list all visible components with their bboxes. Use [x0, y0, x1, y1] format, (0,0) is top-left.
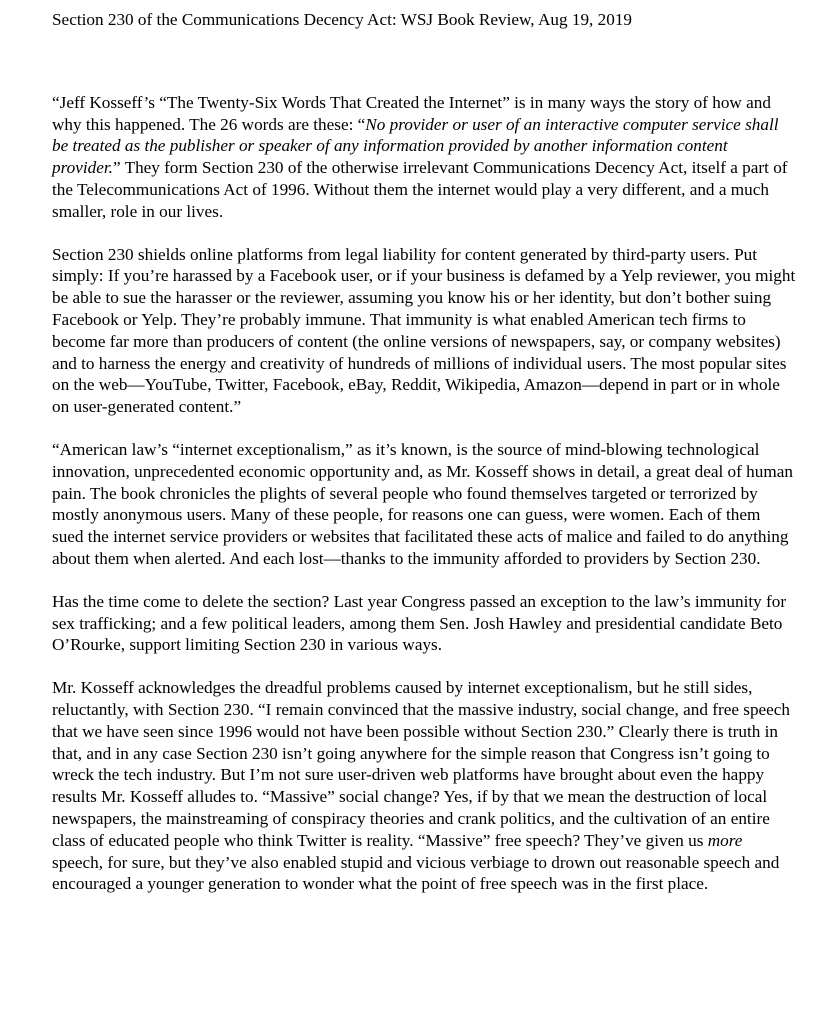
document-page: [52, 9, 796, 916]
paragraph-1-quote: No provider or user of an interactive computer service shall be treated as the publisher or speaker of any information provided by another information content provider.: [52, 114, 779, 178]
paragraph-1-text-a: “Jeff Kosseff’s “The Twenty-Six Words That Created the Internet” is in many ways the story of how and why this happened. The 26 words are these: “: [52, 92, 771, 134]
paragraph-4: Has the time come to delete the section? Last year Congress passed an exception to the law’s immunity for sex trafficking; and a few political leaders, among them Sen. Josh Hawley and presidential candidate Beto O’Rourke, support limiting Section 230 in various ways.: [52, 591, 787, 655]
paragraph-5-text-b: speech, for sure, but they’ve also enabled stupid and vicious verbiage to drown out reasonable speech and encouraged a younger generation to wonder what the point of free speech was in the first place.: [52, 852, 780, 894]
document-title: Section 230 of the Communications Decency Act: WSJ Book Review, Aug 19, 2019: [52, 10, 633, 29]
paragraph-5-emphasis: more: [707, 830, 743, 850]
paragraph-1: [52, 92, 796, 223]
paragraph-5-text-a: Mr. Kosseff acknowledges the dreadful problems caused by internet exceptionalism, but he still sides, reluctantly, with Section 230. “I remain convinced that the massive industry, social change, and free speech that we have seen since 1996 would not have been possible without Section 230.” Clearly there is truth in that, and in any case Section 230 isn’t going anywhere for the simple reason that Congress isn’t going to wreck the tech industry. But I’m not sure user-driven web platforms have brought about even the happy results Mr. Kosseff alludes to. “Massive” social change? Yes, if by that we mean the destruction of local newspapers, the mainstreaming of conspiracy theories and crank politics, and the cultivation of an entire class of educated people who think Twitter is reality. “Massive” free speech? They’ve given us: [52, 678, 791, 850]
paragraph-3: “American law’s “internet exceptionalism,” as it’s known, is the source of mind-blowing technological innovation, unprecedented economic opportunity and, as Mr. Kosseff shows in detail, a great deal of human pain. The book chronicles the plights of several people who found themselves targeted or terrorized by mostly anonymous users. Many of these people, for reasons one can guess, were women. Each of them sued the internet service providers or websites that facilitated these acts of malice and failed to do anything about them when alerted. And each lost—thanks to the immunity afforded to providers by Section 230.: [52, 439, 793, 568]
paragraph-5: [52, 677, 796, 895]
paragraph-1-text-b: ” They form Section 230 of the otherwise irrelevant Communications Decency Act, itself a part of the Telecommunications Act of 1996. Without them the internet would play a very different, and a much smaller, role in our lives.: [52, 158, 788, 221]
paragraph-2: Section 230 shields online platforms from legal liability for content generated by third-party users. Put simply: If you’re harassed by a Facebook user, or if your business is defamed by a Yelp reviewer, you might be able to sue the harasser or the reviewer, assuming you know his or her identity, but don’t bother suing Facebook or Yelp. They’re probably immune. That immunity is what enabled American tech firms to become far more than producers of content (the online versions of newspapers, say, or company websites) and to harness the energy and creativity of hundreds of millions of individual users. The most popular sites on the web—YouTube, Twitter, Facebook, eBay, Reddit, Wikipedia, Amazon—depend in part or in whole on user-generated content.”: [52, 244, 796, 417]
